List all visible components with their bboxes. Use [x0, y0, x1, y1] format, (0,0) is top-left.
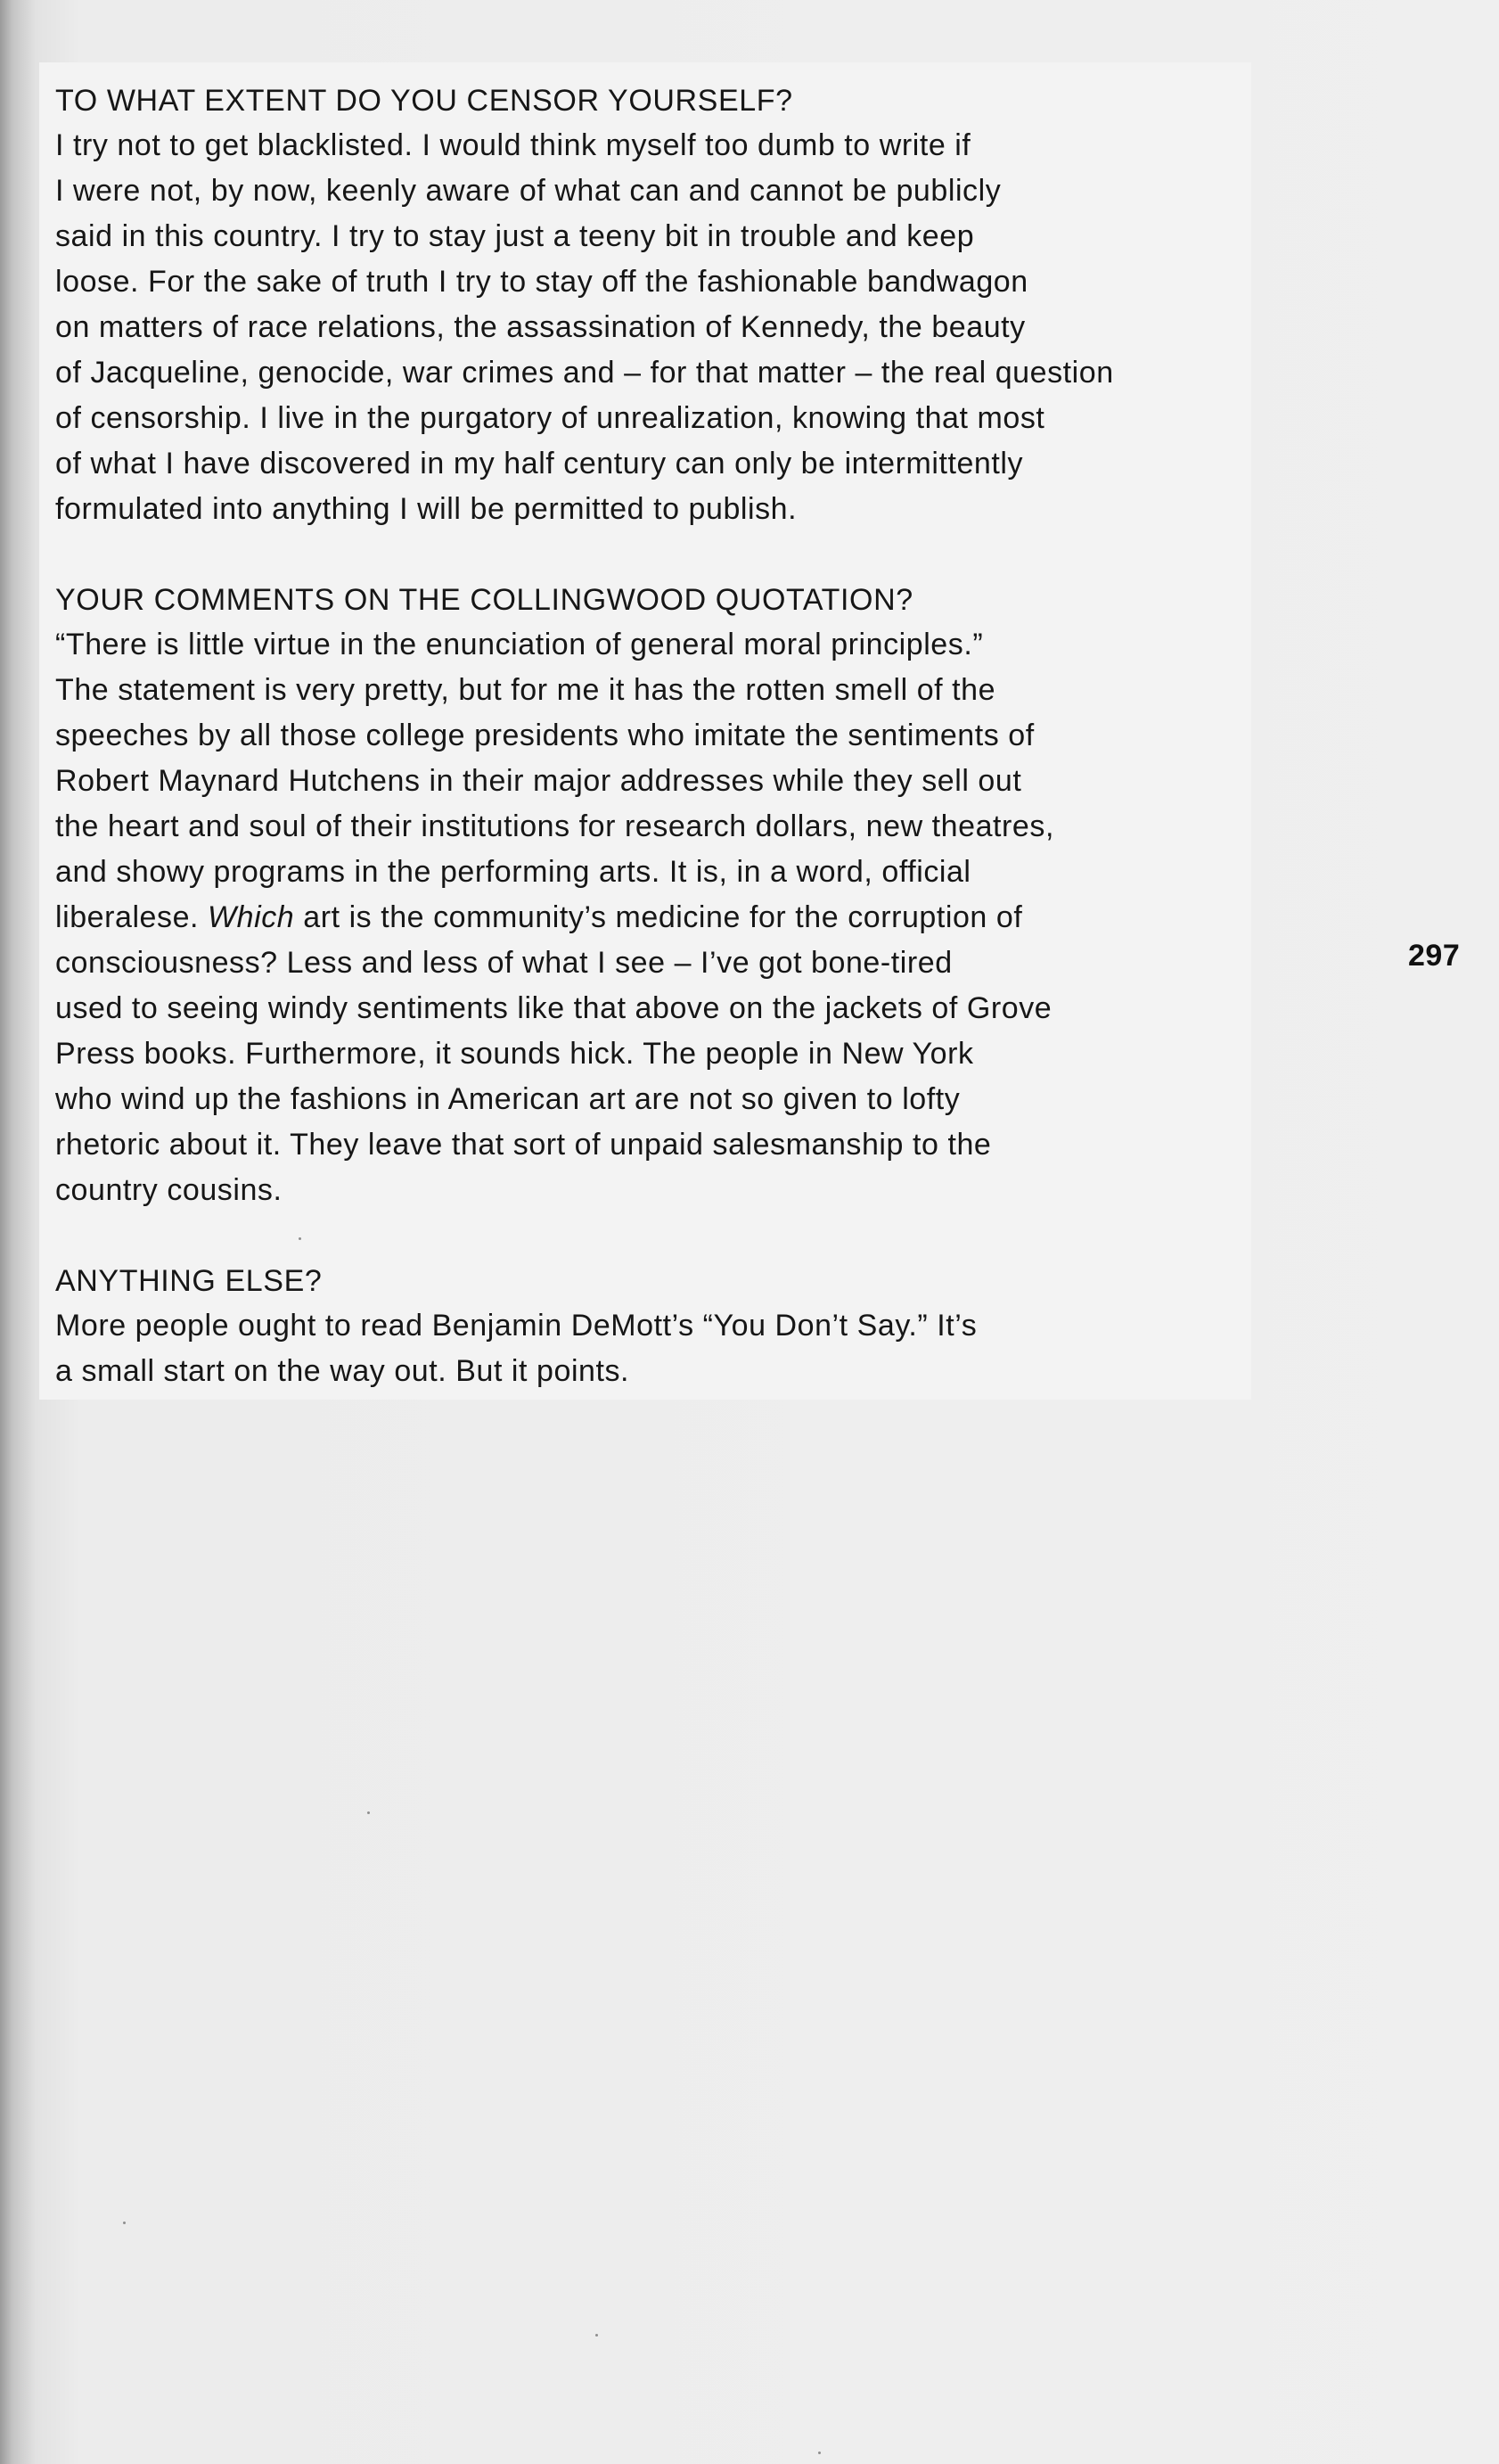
paper-speck	[818, 2452, 821, 2454]
section-collingwood-quotation	[55, 578, 1249, 1213]
text-line: said in this country. I try to stay just a teeny bit in trouble and keep	[55, 219, 975, 253]
text-line: Press books. Furthermore, it sounds hick. The people in New York	[55, 1037, 974, 1071]
text-line: consciousness? Less and less of what I see – I’ve got bone-tired	[55, 946, 953, 980]
text-line: and showy programs in the performing arts. It is, in a word, official	[55, 855, 971, 889]
text-line: the heart and soul of their institutions for research dollars, new theatres,	[55, 809, 1054, 843]
text-line: a small start on the way out. But it points.	[55, 1354, 630, 1388]
text-fragment: art is the community’s medicine for the corruption of	[303, 900, 1023, 934]
paper-speck	[299, 1237, 301, 1240]
text-line-with-italic	[55, 895, 1249, 940]
text-line: who wind up the fashions in American art are not so given to lofty	[55, 1082, 961, 1116]
paper-speck	[367, 1811, 370, 1814]
text-line: Robert Maynard Hutchens in their major addresses while they sell out	[55, 764, 1022, 798]
text-line: “There is little virtue in the enunciation of general moral principles.”	[55, 628, 984, 661]
text-line: I were not, by now, keenly aware of what can and cannot be publicly	[55, 174, 1002, 208]
paper-speck	[123, 2222, 126, 2224]
text-line: country cousins.	[55, 1173, 283, 1207]
section-censor-yourself	[55, 78, 1249, 532]
text-line: I try not to get blacklisted. I would think myself too dumb to write if	[55, 128, 971, 162]
text-line: of what I have discovered in my half century can only be intermittently	[55, 447, 1024, 480]
page-number: 297	[1408, 939, 1461, 973]
section-anything-else	[55, 1259, 1249, 1394]
section-heading: YOUR COMMENTS ON THE COLLINGWOOD QUOTATION?	[55, 583, 913, 617]
text-line: of Jacqueline, genocide, war crimes and – for that matter – the real question	[55, 356, 1114, 390]
section-heading: ANYTHING ELSE?	[55, 1264, 323, 1298]
italic-word: Which	[208, 900, 295, 934]
text-line: speeches by all those college presidents who imitate the sentiments of	[55, 719, 1035, 752]
text-fragment: liberalese.	[55, 900, 200, 934]
text-line: rhetoric about it. They leave that sort of unpaid salesmanship to the	[55, 1128, 992, 1162]
section-heading: TO WHAT EXTENT DO YOU CENSOR YOURSELF?	[55, 84, 793, 118]
text-line: used to seeing windy sentiments like that above on the jackets of Grove	[55, 991, 1053, 1025]
text-line: The statement is very pretty, but for me it has the rotten smell of the	[55, 673, 996, 707]
text-line: formulated into anything I will be permitted to publish.	[55, 492, 798, 526]
paper-speck	[595, 2334, 598, 2337]
text-line: on matters of race relations, the assassination of Kennedy, the beauty	[55, 310, 1026, 344]
text-column	[55, 78, 1249, 1440]
text-line: loose. For the sake of truth I try to stay off the fashionable bandwagon	[55, 265, 1028, 299]
text-line: More people ought to read Benjamin DeMott’s “You Don’t Say.” It’s	[55, 1309, 978, 1343]
text-line: of censorship. I live in the purgatory of unrealization, knowing that most	[55, 401, 1045, 435]
